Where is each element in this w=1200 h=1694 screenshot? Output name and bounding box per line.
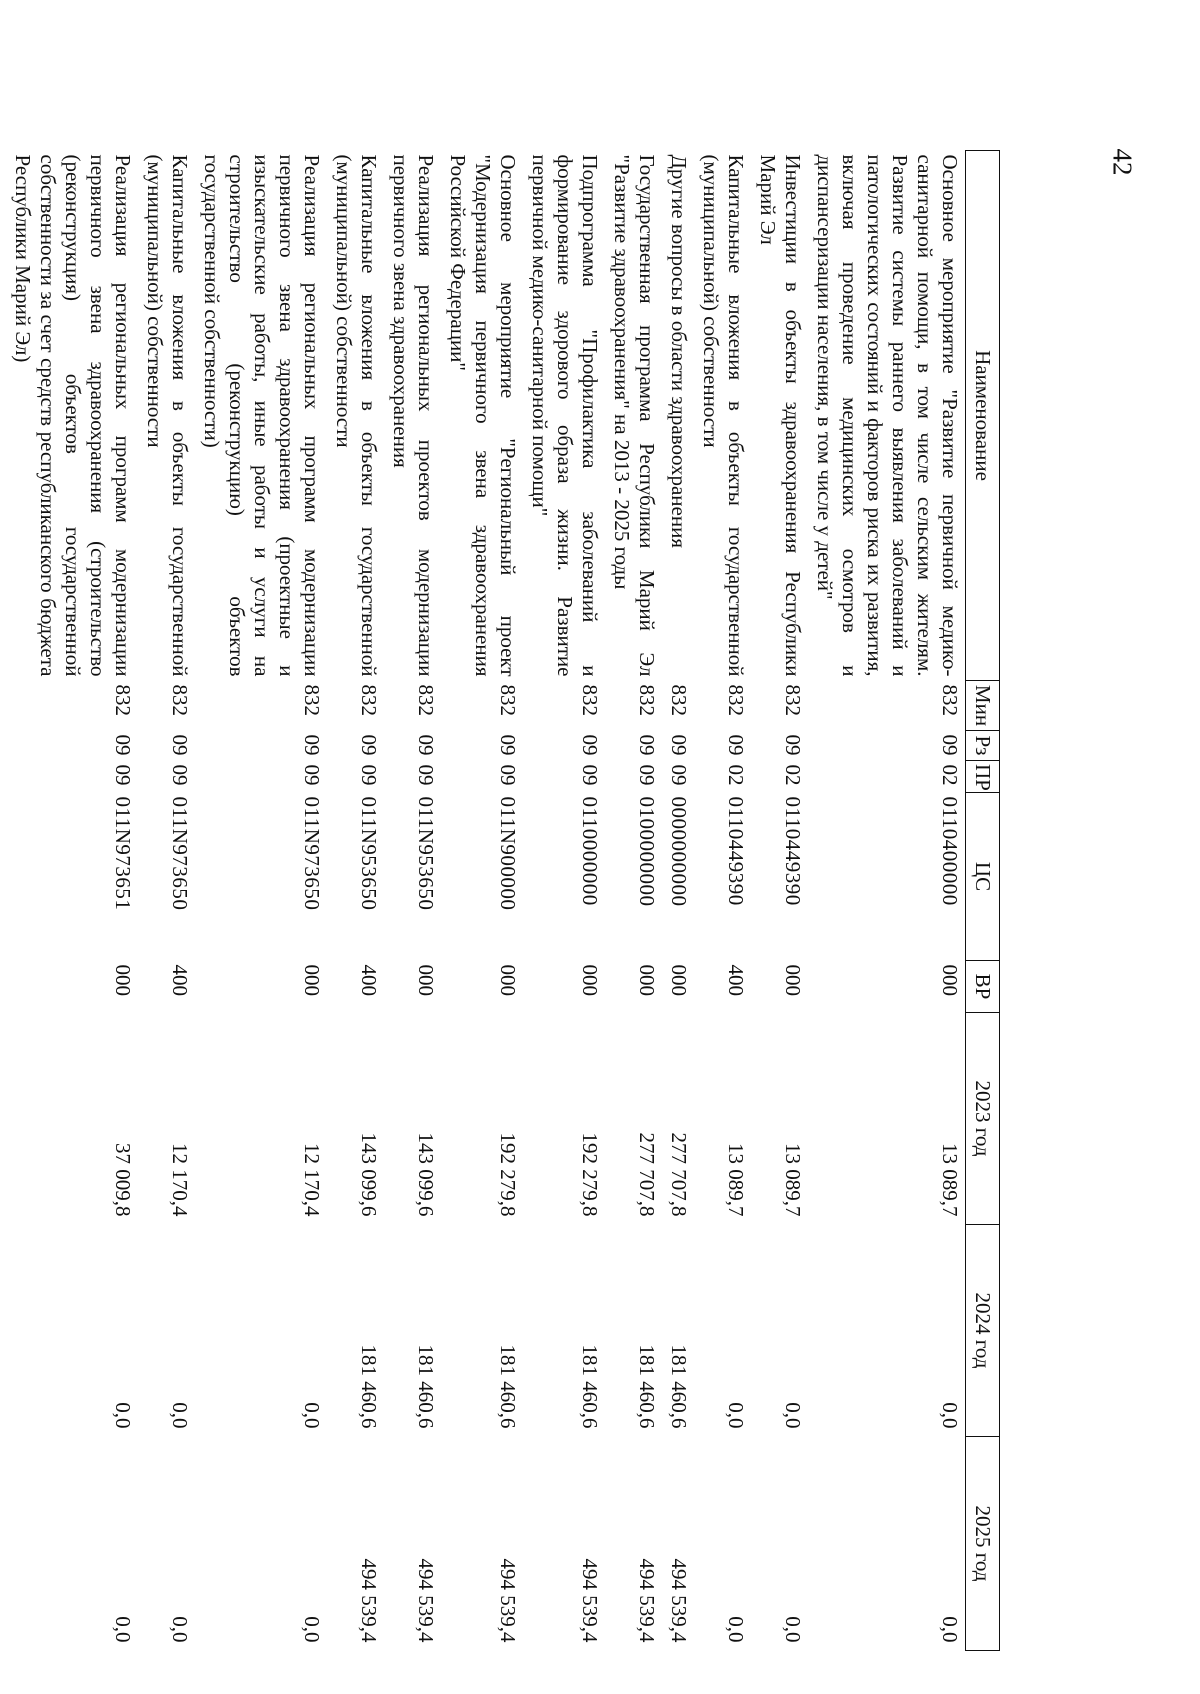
- cell-pr: 09: [111, 764, 135, 786]
- cell-vr: 000: [414, 964, 438, 996]
- cell-vr: 000: [300, 964, 324, 996]
- cell-pr: 09: [414, 764, 438, 786]
- cell-name: Реализация региональных программ модернизации первичного звена здравоохранения (строительство (реконструкция) объектов государственной собственности за счет средств республиканского бюджета Республики Марий Эл): [11, 154, 135, 677]
- cell-rz: 09: [168, 734, 192, 756]
- cell-2023: 143 099,6: [357, 1132, 381, 1217]
- cell-vr: 400: [168, 964, 192, 996]
- header-vr: ВР: [966, 961, 1000, 1013]
- cell-2025: 494 539,4: [667, 1558, 691, 1643]
- cell-2025: 0,0: [168, 1616, 192, 1643]
- cell-rz: 09: [781, 734, 805, 756]
- cell-vr: 400: [724, 964, 748, 996]
- cell-cs: 011N973650: [300, 796, 324, 911]
- budget-table: [6, 150, 1000, 1651]
- cell-2024: 0,0: [781, 1402, 805, 1429]
- cell-name: Реализация региональных программ модернизации первичного звена здравоохранения (проектные и изыскательские работы, иные работы и услуги на строительство (реконструкцию) объектов государственной собственности): [200, 154, 324, 677]
- header-2024: 2024 год: [966, 1225, 1000, 1437]
- cell-rz: 09: [496, 734, 520, 756]
- cell-cs: 011N953650: [414, 796, 438, 911]
- cell-rz: 09: [667, 734, 691, 756]
- cell-2025: 0,0: [111, 1616, 135, 1643]
- cell-pr: 02: [938, 764, 962, 786]
- cell-min: 832: [111, 684, 135, 716]
- cell-cs: 0110449390: [781, 796, 805, 906]
- table-row: [808, 151, 966, 1651]
- cell-min: 832: [667, 684, 691, 716]
- cell-2023: 13 089,7: [938, 1143, 962, 1217]
- cell-2023: 192 279,8: [496, 1132, 520, 1217]
- cell-pr: 09: [635, 764, 659, 786]
- table-body: [6, 151, 966, 1651]
- cell-rz: 09: [578, 734, 602, 756]
- cell-cs: 011N900000: [496, 796, 520, 911]
- cell-min: 832: [938, 684, 962, 716]
- cell-name: Инвестиции в объекты здравоохранения Республики Марий Эл: [756, 154, 805, 677]
- cell-2023: 12 170,4: [300, 1143, 324, 1217]
- cell-rz: 09: [111, 734, 135, 756]
- cell-vr: 000: [111, 964, 135, 996]
- cell-2025: 494 539,4: [578, 1558, 602, 1643]
- cell-rz: 09: [635, 734, 659, 756]
- table-row: [751, 151, 808, 1651]
- cell-name: Основное мероприятие "Развитие первичной медико-санитарной помощи, в том числе сельским жителям. Развитие системы раннего выявления заболеваний и патологических состояний и факторов риска их развития, включая проведение медицинских осмотров и диспансеризации населения, в том числе у детей": [813, 154, 962, 677]
- cell-pr: 09: [496, 764, 520, 786]
- cell-2023: 143 099,6: [414, 1132, 438, 1217]
- table-row: [694, 151, 751, 1651]
- cell-name: Другие вопросы в области здравоохранения: [667, 154, 691, 548]
- cell-min: 832: [300, 684, 324, 716]
- table-row: [138, 151, 195, 1651]
- cell-name: Реализация региональных проектов модернизации первичного звена здравоохранения: [389, 154, 438, 677]
- cell-cs: 0000000000: [667, 796, 691, 907]
- cell-2024: 181 460,6: [667, 1344, 691, 1429]
- cell-2024: 0,0: [724, 1402, 748, 1429]
- table-row: [6, 151, 138, 1651]
- table-row: [605, 151, 662, 1651]
- cell-vr: 000: [938, 964, 962, 996]
- cell-2024: 181 460,6: [578, 1344, 602, 1429]
- cell-min: 832: [168, 684, 192, 716]
- cell-2025: 494 539,4: [496, 1558, 520, 1643]
- cell-vr: 000: [635, 964, 659, 996]
- cell-min: 832: [635, 684, 659, 716]
- header-2025: 2025 год: [966, 1437, 1000, 1651]
- budget-table-container: [11, 150, 1000, 1650]
- table-row: [662, 151, 694, 1651]
- cell-name: Подпрограмма "Профилактика заболеваний и формирование здорового образа жизни. Развитие первичной медико-санитарной помощи": [528, 154, 602, 677]
- cell-rz: 09: [724, 734, 748, 756]
- cell-min: 832: [357, 684, 381, 716]
- cell-2023: 13 089,7: [781, 1143, 805, 1217]
- table-row: [195, 151, 327, 1651]
- cell-name: Основное мероприятие "Региональный проект "Модернизация первичного звена здравоохранения Российской Федерации": [446, 154, 520, 677]
- table-row: [441, 151, 523, 1651]
- cell-2023: 277 707,8: [667, 1132, 691, 1217]
- cell-2023: 13 089,7: [724, 1143, 748, 1217]
- cell-pr: 02: [724, 764, 748, 786]
- cell-name: Государственная программа Республики Марий Эл "Развитие здравоохранения" на 2013 - 2025 годы: [610, 154, 659, 677]
- cell-pr: 09: [300, 764, 324, 786]
- cell-min: 832: [578, 684, 602, 716]
- cell-cs: 011N953650: [357, 796, 381, 911]
- table-row: [327, 151, 384, 1651]
- page-number: 42: [1107, 148, 1138, 176]
- cell-2025: 494 539,4: [357, 1558, 381, 1643]
- header-2023: 2023 год: [966, 1013, 1000, 1225]
- cell-2023: 277 707,8: [635, 1132, 659, 1217]
- cell-cs: 011N973651: [111, 796, 135, 911]
- cell-cs: 011N973650: [168, 796, 192, 911]
- cell-min: 832: [414, 684, 438, 716]
- header-rz: Рз: [966, 731, 1000, 761]
- cell-2025: 0,0: [724, 1616, 748, 1643]
- cell-vr: 000: [496, 964, 520, 996]
- cell-rz: 09: [414, 734, 438, 756]
- cell-min: 832: [496, 684, 520, 716]
- cell-2025: 0,0: [300, 1616, 324, 1643]
- cell-2024: 0,0: [938, 1402, 962, 1429]
- cell-rz: 09: [357, 734, 381, 756]
- cell-pr: 09: [578, 764, 602, 786]
- header-cs: ЦС: [966, 793, 1000, 961]
- cell-min: 832: [781, 684, 805, 716]
- cell-vr: 000: [781, 964, 805, 996]
- cell-2025: 494 539,4: [635, 1558, 659, 1643]
- header-name: Наименование: [966, 151, 1000, 681]
- cell-2024: 0,0: [168, 1402, 192, 1429]
- cell-rz: 09: [938, 734, 962, 756]
- cell-cs: 0110449390: [724, 796, 748, 906]
- cell-2024: 181 460,6: [496, 1344, 520, 1429]
- cell-vr: 400: [357, 964, 381, 996]
- table-header-row: [966, 151, 1000, 1651]
- cell-pr: 09: [667, 764, 691, 786]
- cell-2024: 0,0: [300, 1402, 324, 1429]
- cell-2025: 0,0: [781, 1616, 805, 1643]
- cell-2025: 0,0: [938, 1616, 962, 1643]
- header-min: Мин: [966, 681, 1000, 731]
- cell-vr: 000: [667, 964, 691, 996]
- cell-name: Капитальные вложения в объекты государственной (муниципальной) собственности: [699, 154, 748, 677]
- cell-pr: 09: [168, 764, 192, 786]
- cell-cs: 0100000000: [635, 796, 659, 907]
- cell-2024: 0,0: [111, 1402, 135, 1429]
- cell-2023: 37 009,8: [111, 1143, 135, 1217]
- cell-2023: 12 170,4: [168, 1143, 192, 1217]
- cell-name: Капитальные вложения в объекты государственной (муниципальной) собственности: [332, 154, 381, 677]
- cell-pr: 02: [781, 764, 805, 786]
- cell-cs: 0110400000: [938, 796, 962, 906]
- cell-2024: 181 460,6: [635, 1344, 659, 1429]
- cell-2023: 192 279,8: [578, 1132, 602, 1217]
- cell-cs: 0110000000: [578, 796, 602, 906]
- table-row: [384, 151, 441, 1651]
- cell-vr: 000: [578, 964, 602, 996]
- header-pr: ПР: [966, 761, 1000, 793]
- cell-rz: 09: [300, 734, 324, 756]
- cell-min: 832: [724, 684, 748, 716]
- cell-pr: 09: [357, 764, 381, 786]
- cell-2024: 181 460,6: [357, 1344, 381, 1429]
- table-row: [523, 151, 605, 1651]
- cell-2024: 181 460,6: [414, 1344, 438, 1429]
- cell-2025: 494 539,4: [414, 1558, 438, 1643]
- cell-name: Капитальные вложения в объекты государственной (муниципальной) собственности: [143, 154, 192, 677]
